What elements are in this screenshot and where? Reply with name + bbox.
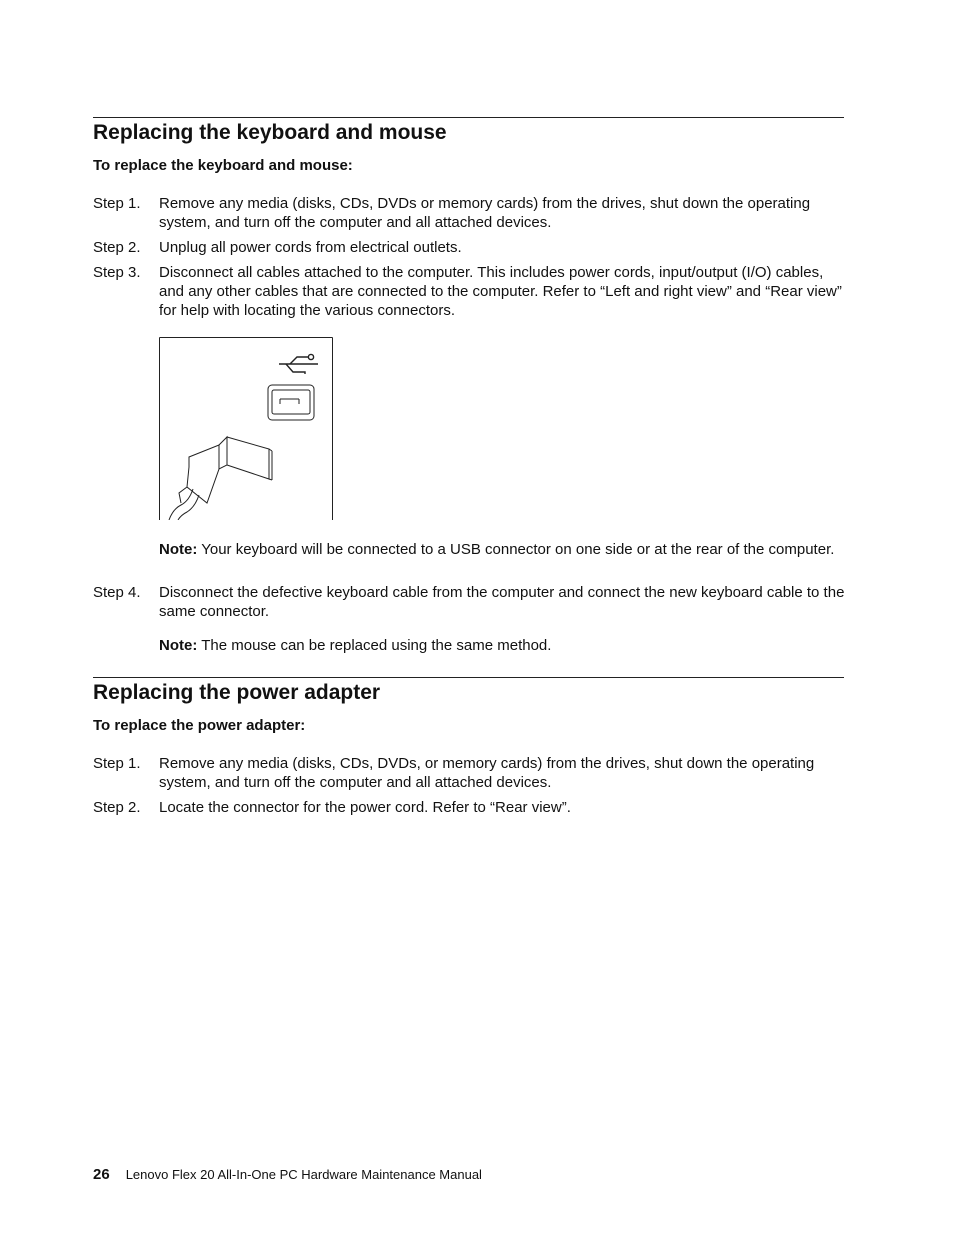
footer-text: Lenovo Flex 20 All-In-One PC Hardware Maintenance Manual [125, 1167, 482, 1182]
step-item [93, 798, 853, 817]
section-subtitle-power-adapter: To replace the power adapter: [93, 717, 306, 734]
step-text: Remove any media (disks, CDs, DVDs, or memory cards) from the drives, shut down the operating system, and turn off the computer and all attached devices. [159, 755, 815, 791]
step-text: Remove any media (disks, CDs, DVDs or memory cards) from the drives, shut down the operating system, and turn off the computer and all attached devices. [159, 195, 811, 231]
usb-icon [159, 337, 333, 520]
section-divider [93, 677, 844, 678]
note [159, 540, 849, 559]
note-text: The mouse can be replaced using the same method. [201, 637, 552, 654]
section-subtitle-keyboard-mouse: To replace the keyboard and mouse: [93, 157, 353, 174]
step-text: Disconnect the defective keyboard cable from the computer and connect the new keyboard cable to the same connector. [159, 584, 845, 620]
section-title-keyboard-mouse: Replacing the keyboard and mouse [93, 121, 447, 144]
step-label: Step 2. [93, 239, 141, 256]
note [159, 636, 849, 655]
step-label: Step 1. [93, 755, 141, 772]
step-label: Step 4. [93, 584, 141, 601]
note-label: Note: [159, 541, 198, 558]
step-item [93, 583, 853, 621]
step-item [93, 754, 853, 792]
step-text: Locate the connector for the power cord. Refer to “Rear view”. [159, 799, 571, 816]
section-divider [93, 117, 844, 118]
step-label: Step 3. [93, 264, 141, 281]
step-label: Step 2. [93, 799, 141, 816]
step-text: Unplug all power cords from electrical outlets. [159, 239, 462, 256]
page-footer [93, 1166, 482, 1184]
step-item [93, 238, 853, 257]
section-title-power-adapter: Replacing the power adapter [93, 681, 381, 704]
usb-connector-illustration [159, 337, 333, 520]
step-item [93, 263, 853, 320]
step-item [93, 194, 853, 232]
note-label: Note: [159, 637, 198, 654]
page-number: 26 [93, 1166, 110, 1183]
step-text: Disconnect all cables attached to the computer. This includes power cords, input/output (I/O) cables, and any other cables that are connected to the computer. Refer to “Left and right view” and “Rear view” for help with locating the various connectors. [159, 264, 842, 319]
note-text: Your keyboard will be connected to a USB connector on one side or at the rear of the computer. [201, 541, 835, 558]
step-label: Step 1. [93, 195, 141, 212]
